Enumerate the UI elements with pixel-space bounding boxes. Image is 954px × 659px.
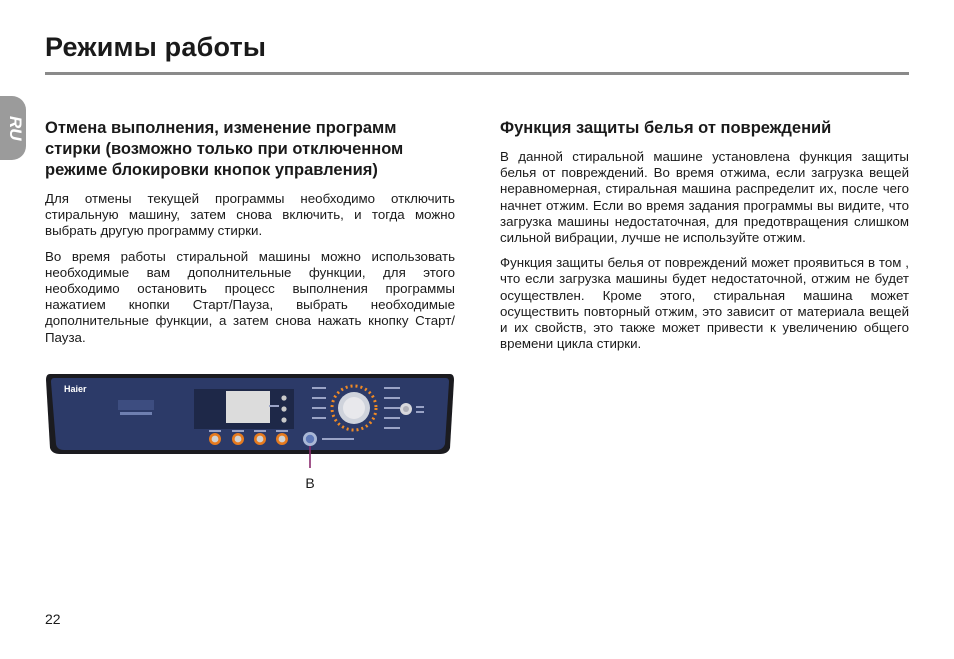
right-column	[500, 118, 909, 361]
model-badge	[118, 400, 154, 410]
power-label-mark	[416, 411, 424, 413]
program-label-mark	[312, 397, 326, 399]
start-pause-label-mark	[322, 438, 354, 440]
dial-knob-center	[343, 397, 365, 419]
lcd-display	[226, 391, 270, 423]
program-label-mark	[384, 417, 400, 419]
option-button[interactable]	[281, 406, 286, 411]
protection-paragraph-1: В данной стиральной машине установлена функция защиты белья от повреждений. Во время отжима, если загрузка вещей неравномерная, стиральная машина распределит их, после чего начнет отжим. Если во время задания программы вы видите, что загрузка машины недостаточная, для предотвращения слишком сильной вибрации, лучше не используйте отжим.	[500, 149, 909, 246]
option-button[interactable]	[281, 417, 286, 422]
program-label-mark	[312, 387, 326, 389]
function-label-mark	[254, 430, 266, 432]
option-button[interactable]	[281, 395, 286, 400]
language-tab	[0, 96, 26, 160]
function-label-mark	[232, 430, 244, 432]
cancel-program-paragraph-1: Для отмены текущей программы необходимо отключить стиральную машину, затем снова включить, и тогда можно выбрать другую программу стирки.	[45, 191, 455, 239]
cancel-program-heading: Отмена выполнения, изменение программ стирки (возможно только при отключенном режиме блокировки кнопок управления)	[45, 119, 404, 179]
button-cap	[257, 436, 264, 443]
title-divider	[45, 72, 909, 75]
control-panel-figure	[44, 370, 456, 495]
cancel-program-paragraph-2: Во время работы стиральной машины можно использовать необходимые вам дополнительные функции, для этого необходимо остановить процесс выполнения программы нажатием кнопки Старт/Пауза, выбрать необходимые дополнительные функции, а затем снова нажать кнопку Старт/Пауза.	[45, 248, 455, 345]
power-label-mark	[416, 406, 424, 408]
program-label-mark	[312, 417, 326, 419]
panel-brand-logo: Haier	[64, 384, 87, 394]
start-pause-button-cap	[306, 435, 314, 443]
control-panel-illustration	[44, 370, 456, 495]
left-column	[45, 118, 455, 355]
button-cap	[235, 436, 242, 443]
program-label-mark	[384, 397, 400, 399]
function-label-mark	[209, 430, 221, 432]
callout-label: B	[305, 475, 315, 491]
option-label-mark	[269, 405, 279, 407]
page-number: 22	[45, 611, 61, 627]
power-button-cap	[403, 406, 409, 412]
program-label-mark	[312, 407, 326, 409]
function-label-mark	[276, 430, 288, 432]
language-tab-label: RU	[6, 116, 25, 141]
protection-paragraph-2: Функция защиты белья от повреждений может проявиться в том , что если загрузка машины будет недостаточной, отжим не будет осуществлен. Кроме этого, стиральная машина может осуществить повторный отжим, это зависит от материала вещей и их свойств, это также может привести к увеличению общего времени цикла стирки.	[500, 255, 909, 352]
protection-heading: Функция защиты белья от повреждений	[500, 119, 832, 137]
page-title: Режимы работы	[45, 32, 267, 62]
button-cap	[212, 436, 219, 443]
program-label-mark	[384, 387, 400, 389]
program-label-mark	[384, 427, 400, 429]
button-cap	[279, 436, 286, 443]
program-label-mark	[384, 407, 400, 409]
model-label-strip	[120, 412, 152, 415]
